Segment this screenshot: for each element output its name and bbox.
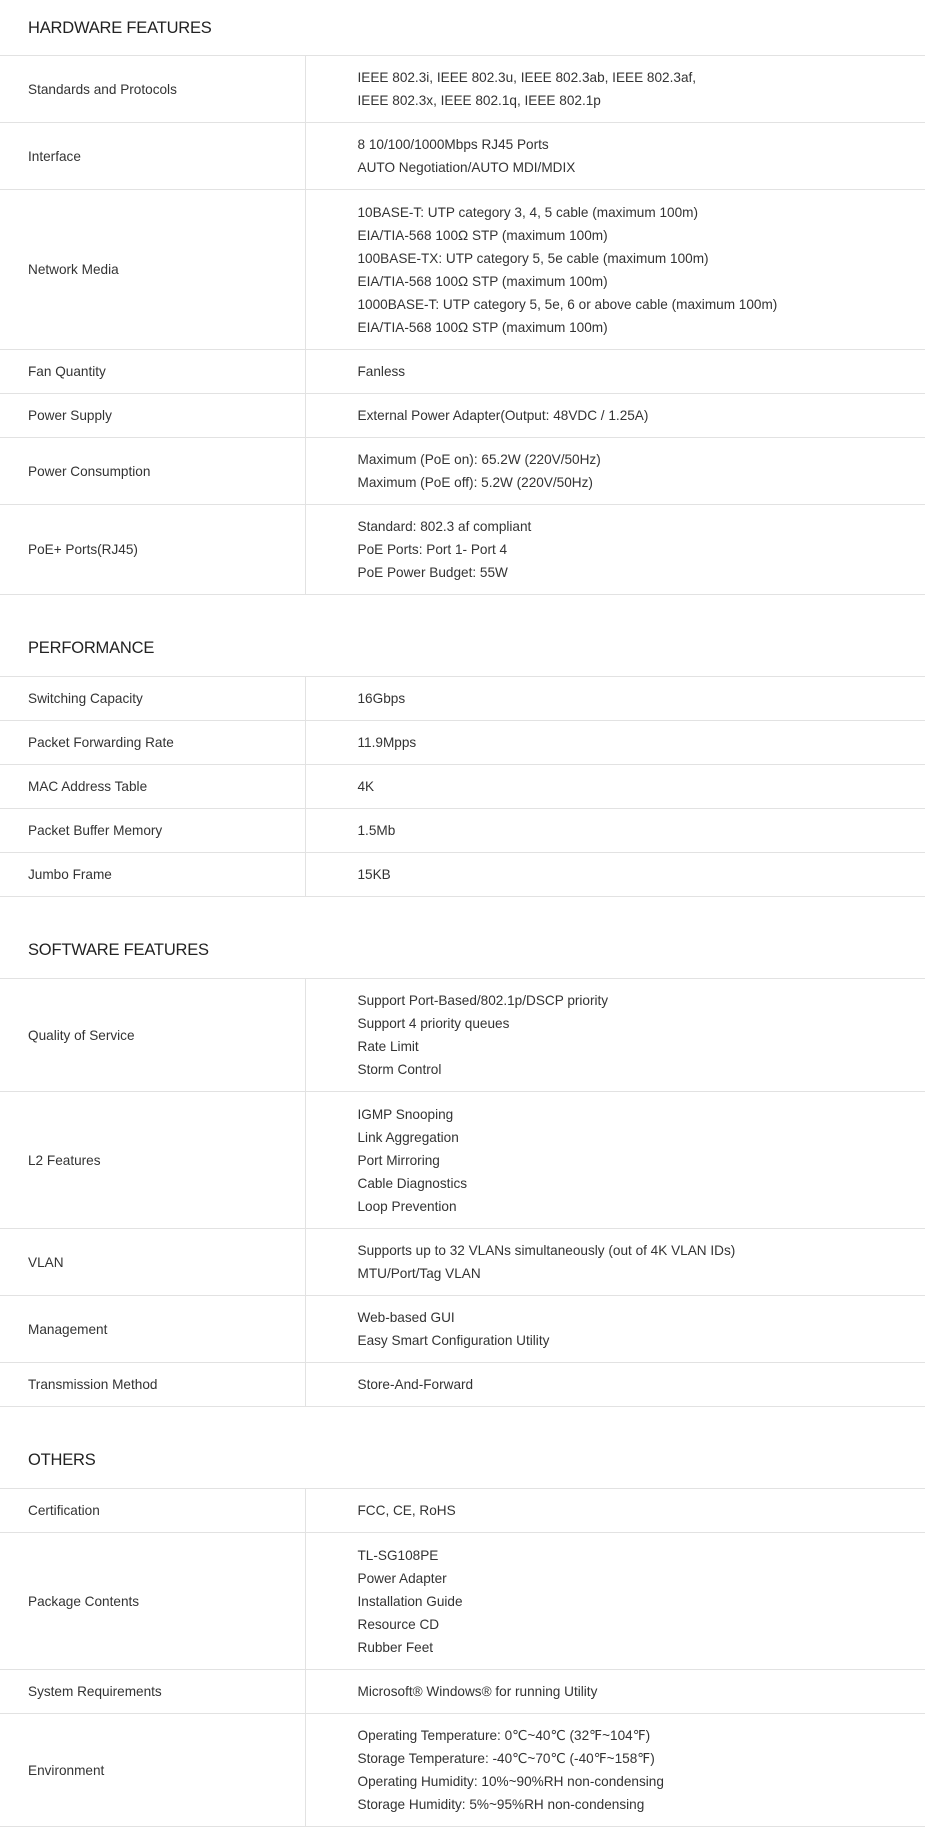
table-row [0,56,925,123]
value-line: Resource CD [358,1613,925,1636]
row-label: Standards and Protocols [0,56,305,123]
table-row [0,721,925,765]
row-value [305,853,925,897]
value-line: 11.9Mpps [358,731,925,754]
value-line: 8 10/100/1000Mbps RJ45 Ports [358,133,925,156]
value-line: Maximum (PoE on): 65.2W (220V/50Hz) [358,448,925,471]
value-line: Support Port-Based/802.1p/DSCP priority [358,989,925,1012]
spec-table [0,978,925,1407]
value-line: IGMP Snooping [358,1103,925,1126]
table-row [0,677,925,721]
value-line: Operating Temperature: 0℃~40℃ (32℉~104℉) [358,1724,925,1747]
spec-table [0,1488,925,1827]
table-row [0,438,925,505]
table-row [0,1296,925,1363]
table-row [0,979,925,1092]
row-label: Certification [0,1489,305,1533]
value-line: External Power Adapter(Output: 48VDC / 1.25A) [358,404,925,427]
row-label: Interface [0,123,305,190]
row-label: Power Supply [0,394,305,438]
section-performance [0,595,925,897]
row-value [305,1670,925,1714]
row-label: System Requirements [0,1670,305,1714]
table-row [0,350,925,394]
table-row [0,1092,925,1229]
value-line: Cable Diagnostics [358,1172,925,1195]
value-line: FCC, CE, RoHS [358,1499,925,1522]
row-value [305,721,925,765]
section-title: HARDWARE FEATURES [0,0,925,55]
section-title: SOFTWARE FEATURES [0,897,925,978]
row-value [305,1533,925,1670]
row-value [305,1363,925,1407]
row-label: Management [0,1296,305,1363]
value-line: Loop Prevention [358,1195,925,1218]
value-line: Web-based GUI [358,1306,925,1329]
value-line: Standard: 802.3 af compliant [358,515,925,538]
row-value [305,1092,925,1229]
row-value [305,123,925,190]
row-value [305,1489,925,1533]
value-line: PoE Ports: Port 1- Port 4 [358,538,925,561]
value-line: Power Adapter [358,1567,925,1590]
section-hardware-features [0,0,925,595]
row-label: Network Media [0,190,305,350]
table-row [0,394,925,438]
spec-table [0,676,925,897]
value-line: 100BASE-TX: UTP category 5, 5e cable (maximum 100m) [358,247,925,270]
value-line: EIA/TIA-568 100Ω STP (maximum 100m) [358,224,925,247]
row-value [305,1296,925,1363]
row-value [305,350,925,394]
row-label: Packet Forwarding Rate [0,721,305,765]
value-line: Installation Guide [358,1590,925,1613]
table-row [0,1229,925,1296]
section-software-features [0,897,925,1407]
value-line: Port Mirroring [358,1149,925,1172]
row-label: Quality of Service [0,979,305,1092]
row-label: Jumbo Frame [0,853,305,897]
row-label: Transmission Method [0,1363,305,1407]
value-line: Rubber Feet [358,1636,925,1659]
value-line: IEEE 802.3x, IEEE 802.1q, IEEE 802.1p [358,89,925,112]
row-label: PoE+ Ports(RJ45) [0,505,305,595]
value-line: Link Aggregation [358,1126,925,1149]
row-value [305,56,925,123]
value-line: EIA/TIA-568 100Ω STP (maximum 100m) [358,270,925,293]
value-line: Storage Humidity: 5%~95%RH non-condensing [358,1793,925,1816]
value-line: 1.5Mb [358,819,925,842]
row-label: Switching Capacity [0,677,305,721]
row-label: VLAN [0,1229,305,1296]
value-line: Easy Smart Configuration Utility [358,1329,925,1352]
row-value [305,505,925,595]
value-line: Supports up to 32 VLANs simultaneously (out of 4K VLAN IDs) [358,1239,925,1262]
table-row [0,1489,925,1533]
row-label: MAC Address Table [0,765,305,809]
spec-table [0,55,925,595]
table-row [0,1363,925,1407]
value-line: Microsoft® Windows® for running Utility [358,1680,925,1703]
value-line: 4K [358,775,925,798]
row-label: Fan Quantity [0,350,305,394]
table-row [0,853,925,897]
value-line: Support 4 priority queues [358,1012,925,1035]
row-label: Packet Buffer Memory [0,809,305,853]
value-line: 10BASE-T: UTP category 3, 4, 5 cable (maximum 100m) [358,201,925,224]
value-line: 16Gbps [358,687,925,710]
row-value [305,190,925,350]
table-row [0,1533,925,1670]
value-line: MTU/Port/Tag VLAN [358,1262,925,1285]
value-line: Storage Temperature: -40℃~70℃ (-40℉~158℉) [358,1747,925,1770]
table-row [0,1670,925,1714]
row-value [305,809,925,853]
value-line: 15KB [358,863,925,886]
row-value [305,677,925,721]
row-value [305,1714,925,1827]
value-line: TL-SG108PE [358,1544,925,1567]
section-title: OTHERS [0,1407,925,1488]
row-value [305,765,925,809]
section-title: PERFORMANCE [0,595,925,676]
value-line: Operating Humidity: 10%~90%RH non-condensing [358,1770,925,1793]
row-value [305,438,925,505]
value-line: PoE Power Budget: 55W [358,561,925,584]
value-line: EIA/TIA-568 100Ω STP (maximum 100m) [358,316,925,339]
table-row [0,809,925,853]
row-value [305,1229,925,1296]
table-row [0,123,925,190]
row-label: Environment [0,1714,305,1827]
value-line: Storm Control [358,1058,925,1081]
row-value [305,979,925,1092]
value-line: Maximum (PoE off): 5.2W (220V/50Hz) [358,471,925,494]
row-label: L2 Features [0,1092,305,1229]
section-others [0,1407,925,1827]
table-row [0,765,925,809]
value-line: IEEE 802.3i, IEEE 802.3u, IEEE 802.3ab, IEEE 802.3af, [358,66,925,89]
row-label: Power Consumption [0,438,305,505]
value-line: Fanless [358,360,925,383]
row-value [305,394,925,438]
value-line: Store-And-Forward [358,1373,925,1396]
table-row [0,190,925,350]
value-line: AUTO Negotiation/AUTO MDI/MDIX [358,156,925,179]
row-label: Package Contents [0,1533,305,1670]
table-row [0,1714,925,1827]
table-row [0,505,925,595]
value-line: Rate Limit [358,1035,925,1058]
value-line: 1000BASE-T: UTP category 5, 5e, 6 or above cable (maximum 100m) [358,293,925,316]
